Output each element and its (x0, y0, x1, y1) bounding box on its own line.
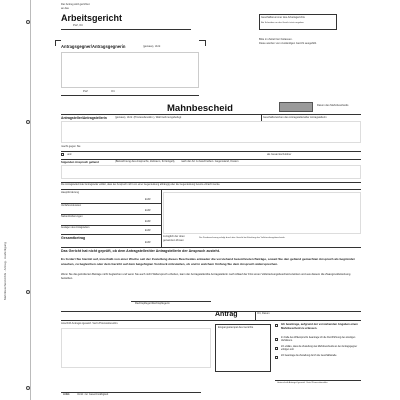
antragsgegner-field[interactable] (61, 52, 199, 88)
anspruch-label: folgenden Anspruch geltend (61, 160, 99, 164)
punch-hole-4 (26, 386, 30, 390)
rule (61, 151, 361, 152)
header-note-1: Der Antrag wird gerichtet (61, 3, 90, 6)
anspruch-field[interactable] (61, 165, 361, 179)
option-2-checkbox[interactable] (275, 338, 278, 341)
option-1-checkbox[interactable] (275, 324, 278, 327)
date-label: Datum des Mahnbescheids (317, 104, 349, 107)
option-4-text: Ich beantrage die Zustellung durch die Geschäftsstelle. (281, 355, 338, 357)
option-4-checkbox[interactable] (275, 356, 278, 359)
corner-mark (205, 40, 206, 46)
antrag-title: Antrag (215, 311, 238, 318)
date-gray-box[interactable] (279, 102, 313, 112)
gesch-zeichen-label: Geschäftszeichen des Antragstellers/der Antragstellerin (263, 116, 327, 119)
rechtspfleger-label: Rechtspfleger/Rechtspflegerin (135, 302, 170, 305)
antragsteller-label: Antragsteller/Antragstellerin (61, 116, 107, 120)
court-title: Arbeitsgericht (61, 13, 123, 23)
divider (255, 311, 256, 320)
zuzueglich-label: zuzüglich der oben (163, 235, 185, 238)
gericht-hinweis: Das Gericht hat nicht geprüft, ob dem Antragsteller/der Antragstellerin der Anspruch zusteht. (61, 249, 220, 253)
rule (61, 225, 161, 226)
gesamtbetrag-label: Gesamtbetrag (61, 236, 86, 240)
ort-datum-label: Ort, Datum (257, 312, 270, 315)
gesamtschuldner-label: als Gesamtschuldner (267, 153, 292, 156)
header-note-2: an das (61, 7, 69, 10)
geschaeftsnummer-sub: Bei Schreiben an das Gericht stets angeben (261, 22, 304, 24)
form-sheet (3, 0, 370, 400)
aufforderung-text-1: Es fordert Sie hiermit auf, innerhalb von einer Woche seit der Zustellung dieses Bescheides entweder die vorstehend bezeichneten Beträge, soweit Sie den geltend gemachten Anspruch als begründet ansehen, zu begleichen oder dem Gericht auf dem beigefügten Vordruck mitzuteilen, ob und in welchem Umfang Sie dem Anspruch widersprechen. (61, 257, 355, 266)
nebenforderungen-label: Nebenforderungen (61, 215, 83, 218)
antragsgegner-sublabel: (genaue), Vertr. (143, 45, 161, 48)
plz-ort-label: PLZ, Ort (73, 24, 83, 27)
option-1-text: Ich beantrage, aufgrund der vorstehenden Angaben einen Mahnbescheid zu erlassen. (281, 322, 358, 330)
zinsen-label: genannten Zinsen (163, 239, 184, 242)
punch-hole-1 (26, 20, 30, 24)
right-note-1: Bitte im Zettel hier freilassen. (259, 38, 293, 41)
antragsteller-sub: (genaue), Vertr. (Prozessbevollm.), Wahrnehmungsbefugt (115, 116, 182, 119)
macht-gegen: macht gegen Sie (61, 145, 81, 148)
eur-2: EUR (145, 209, 151, 212)
eur-5: EUR (145, 241, 151, 244)
erklaerung-text: Die Antragstellerin/der Antragsteller erklärt, dass der Anspruch nicht von einer Gegenleistung abhängig oder die Gegenleistung bereits erbracht wurde. (61, 183, 221, 186)
rule (61, 234, 161, 235)
zinsen-note: Die Zinsberechnung erfolgt durch das Gericht bei Erteilung des Vollstreckungsbescheids. (199, 237, 286, 239)
geschaeftsnummer-label: Geschäftsnummer des Arbeitsgerichts (261, 16, 305, 19)
plz-label: PLZ (83, 90, 88, 93)
geschaeftsnummer-box[interactable] (259, 14, 337, 30)
rule (61, 189, 361, 190)
eur-4: EUR (145, 229, 151, 232)
und-label: und (67, 153, 72, 156)
anschrift-label: Anschrift Antragst./gesetzl. Vertr./Prozessbevollm. (61, 322, 119, 325)
side-print-text: Mahnbescheid ArbG · Antrag · Ausfertigung (3, 242, 7, 300)
section-rule (61, 311, 361, 312)
right-note-2: Diese werden vom zuständigen Gericht ausgefüllt. (259, 42, 317, 45)
anspruch-sub: (Bezeichnung des Anspruchs, Zeitraum, für Entgelt), (115, 160, 176, 163)
verfahrenskosten-label: Verfahrenskosten (61, 204, 82, 207)
punch-hole-2 (26, 120, 30, 124)
eingang-label: Eingangsstempel des Gerichts (218, 326, 254, 329)
plz-ort-line (61, 95, 199, 96)
unterschrift-label: Unterschrift Antragst./gesetzl. Vertr./Prozessbevollm. (277, 382, 328, 384)
auslagen-label: Auslagen des Antragstellers (61, 227, 90, 229)
plz-line (61, 29, 191, 30)
option-3-checkbox[interactable] (275, 347, 278, 350)
rule (61, 114, 361, 115)
option-2-text: Im Falle des Widerspruchs beantrage ich die Durchführung des streitigen Verfahrens. (281, 337, 356, 343)
option-3-text: Ich erkläre, dass die Zustellung des Mahnbescheids an den Antragsgegner erfolgen soll. (281, 346, 358, 352)
anschrift-field[interactable] (61, 328, 211, 368)
antragsgegner-label: Antragsgegner/Antragsgegnerin (61, 44, 126, 49)
eingangsstempel-box (215, 324, 271, 372)
rule (61, 320, 361, 321)
ort-label: Ort (111, 90, 115, 93)
aufforderung-text-2: Wenn Sie die geforderten Beträge nicht begleichen und wenn Sie auch nicht Widerspruch erheben, kann der Antragsteller/die Antragstellerin nach Ablauf der Frist einen Vollstreckungsbescheid erwirken und aus diesem die Zwangsvollstreckung betreiben. (61, 273, 351, 281)
signature-line (275, 380, 361, 381)
und-checkbox[interactable] (61, 153, 64, 156)
footer-form-code: ArbG (63, 393, 70, 396)
rule (61, 247, 361, 248)
footer-form-note: Vordr. zur Gesetzmäßigkeit (77, 393, 109, 396)
antragsteller-field[interactable] (61, 121, 361, 143)
corner-mark (55, 40, 56, 46)
punch-hole-3 (26, 290, 30, 294)
forderung-detail-field[interactable] (163, 192, 361, 234)
hauptforderung-label: Hauptforderung (61, 191, 80, 194)
eur-3: EUR (145, 220, 151, 223)
mahnbescheid-title: Mahnbescheid (167, 103, 233, 114)
anspruch-sub-2: nach der Art zu beschreiben. Gegenstand, Kosten (181, 160, 239, 163)
eur-1: EUR (145, 198, 151, 201)
divider (161, 190, 162, 247)
